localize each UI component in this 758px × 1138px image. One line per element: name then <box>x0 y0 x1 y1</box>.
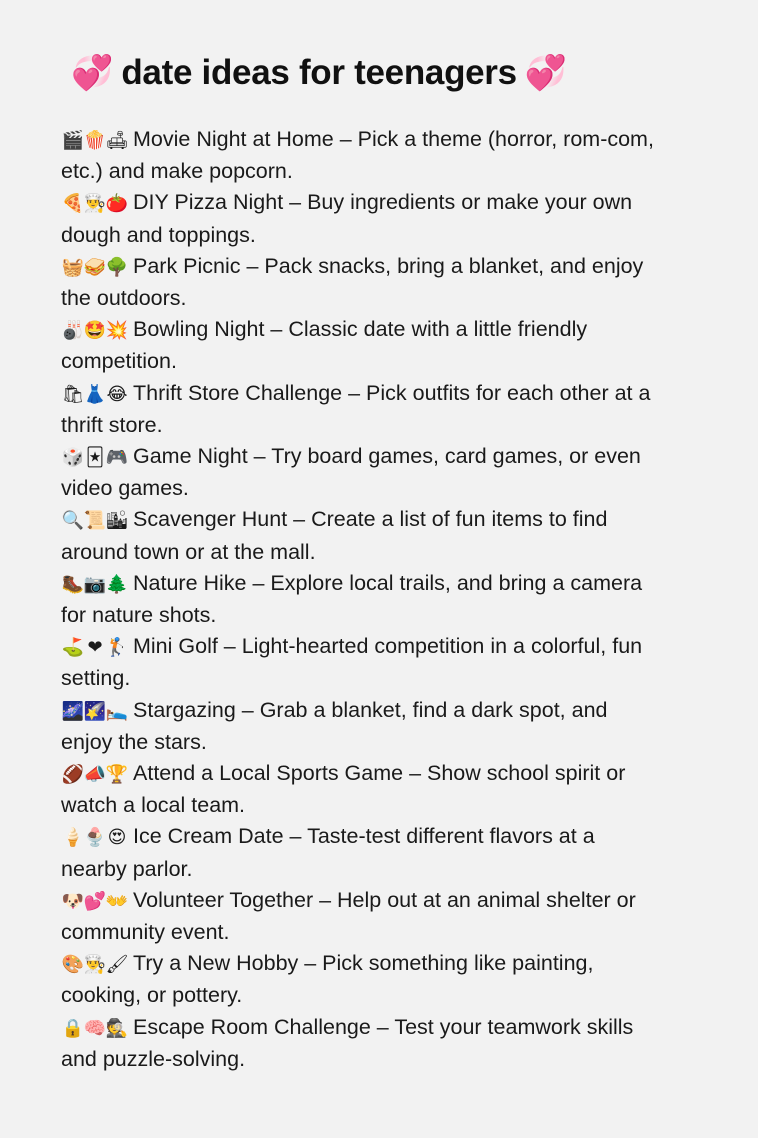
list-item-text: Bowling Night – Classic date with a little friendly competition. <box>61 317 588 374</box>
emoji-icon: 🕵 <box>105 1017 127 1039</box>
list-item <box>61 695 661 758</box>
emoji-group-icon <box>61 315 127 346</box>
emoji-icon: 🏌 <box>105 637 127 659</box>
list-item-text: Movie Night at Home – Pick a theme (horror, rom-com, etc.) and make popcorn. <box>61 127 654 184</box>
list-item <box>61 378 661 441</box>
emoji-icon: 👨‍🍳 <box>83 954 105 976</box>
list-item <box>61 1012 661 1075</box>
list-item-text: Nature Hike – Explore local trails, and bring a camera for nature shots. <box>61 570 643 628</box>
list-item <box>61 631 661 694</box>
emoji-group-icon <box>61 252 127 283</box>
emoji-icon: 🍨 <box>83 827 105 849</box>
emoji-icon: 🥪 <box>83 256 105 278</box>
emoji-icon: 🏈 <box>61 764 83 786</box>
emoji-icon: 😂 <box>106 383 126 405</box>
list-item-text: Mini Golf – Light-hearted competition in a colorful, fun setting. <box>61 634 643 691</box>
emoji-icon: 🧠 <box>83 1017 105 1039</box>
emoji-group-icon <box>61 949 127 980</box>
emoji-icon: 🍕 <box>61 193 83 215</box>
list-item <box>61 441 661 504</box>
list-item <box>61 821 661 884</box>
list-item <box>61 504 661 567</box>
emoji-icon: 🎨 <box>61 954 83 976</box>
list-item <box>61 568 661 631</box>
list-item-text: Game Night – Try board games, card games, or even video games. <box>61 444 641 501</box>
page-title: date ideas for teenagers <box>121 53 517 92</box>
list-item-text: DIY Pizza Night – Buy ingredients or make your own dough and toppings. <box>61 190 633 247</box>
emoji-icon: 🎬 <box>61 130 83 151</box>
emoji-icon: 🍦 <box>61 827 83 849</box>
list-item-text: Escape Room Challenge – Test your teamwork skills and puzzle-solving. <box>61 1014 634 1071</box>
list-item-text: Attend a Local Sports Game – Show school spirit or watch a local team. <box>61 761 626 818</box>
emoji-icon: 🤩 <box>83 320 105 342</box>
emoji-icon: 😍 <box>107 827 125 849</box>
emoji-icon: 🛍 <box>61 383 83 405</box>
list-item-text: Ice Cream Date – Taste-test different flavors at a nearby parlor. <box>61 824 595 881</box>
list-item-text: Volunteer Together – Help out at an animal shelter or community event. <box>61 887 636 945</box>
emoji-icon: 👐 <box>105 890 127 912</box>
emoji-icon: 🛋 <box>105 130 127 151</box>
emoji-icon: 👗 <box>83 383 105 405</box>
emoji-group-icon <box>61 886 127 917</box>
emoji-icon: 🎳 <box>61 320 83 342</box>
emoji-icon: 📜 <box>83 510 105 532</box>
emoji-icon: 🌠 <box>83 700 105 722</box>
emoji-icon: ⛳ <box>61 637 83 659</box>
emoji-icon: 🛌 <box>105 700 127 722</box>
emoji-group-icon <box>61 759 127 790</box>
emoji-group-icon <box>61 379 127 410</box>
emoji-group-icon <box>61 505 127 536</box>
emoji-icon: 🍿 <box>83 130 105 151</box>
list-item-text: Thrift Store Challenge – Pick outfits for each other at a thrift store. <box>61 380 651 437</box>
emoji-group-icon <box>61 696 127 727</box>
emoji-icon: 🧺 <box>61 256 83 278</box>
list-item-text: Stargazing – Grab a blanket, find a dark spot, and enjoy the stars. <box>61 697 608 754</box>
date-ideas-list <box>61 124 718 1075</box>
list-item-text: Park Picnic – Pack snacks, bring a blanket, and enjoy the outdoors. <box>61 253 644 311</box>
emoji-icon: 👨‍🍳 <box>83 193 105 215</box>
emoji-icon: 🌌 <box>61 700 83 722</box>
emoji-group-icon <box>61 188 127 219</box>
list-item-text: Scavenger Hunt – Create a list of fun items to find around town or at the mall. <box>61 507 608 564</box>
emoji-icon: 🔍 <box>61 510 83 532</box>
emoji-group-icon <box>61 442 127 473</box>
emoji-icon: 🍅 <box>105 193 127 215</box>
list-item <box>61 948 661 1011</box>
emoji-icon: 📷 <box>83 573 105 595</box>
list-item <box>61 885 661 948</box>
list-item <box>61 314 661 377</box>
list-item <box>61 187 661 250</box>
emoji-icon: 🎮 <box>105 447 127 469</box>
emoji-icon: 💕 <box>83 890 105 912</box>
emoji-icon: 🌳 <box>105 256 127 278</box>
list-item <box>61 758 661 821</box>
emoji-icon: 🥾 <box>61 573 83 595</box>
list-item-text: Try a New Hobby – Pick something like painting, cooking, or pottery. <box>61 951 594 1008</box>
emoji-group-icon <box>61 569 127 600</box>
emoji-icon: 🏙 <box>105 510 127 532</box>
emoji-icon: 💥 <box>105 320 127 342</box>
emoji-group-icon <box>61 822 127 853</box>
title-row <box>71 48 718 98</box>
emoji-icon: 🌲 <box>105 573 127 595</box>
emoji-icon: 🖌 <box>105 954 127 976</box>
emoji-group-icon <box>61 1013 127 1044</box>
emoji-icon: 📣 <box>83 764 105 786</box>
emoji-icon: 🎲 <box>61 447 83 469</box>
revolving-hearts-icon: 💞 <box>71 53 114 93</box>
list-item <box>61 251 661 314</box>
emoji-icon: ❤ <box>87 637 101 659</box>
revolving-hearts-icon: 💞 <box>524 53 568 93</box>
list-item <box>61 124 661 187</box>
emoji-group-icon <box>61 632 127 663</box>
emoji-icon: 🏆 <box>105 764 127 786</box>
emoji-icon: 🃏 <box>85 447 103 469</box>
emoji-icon: 🔒 <box>61 1017 83 1039</box>
emoji-group-icon <box>61 125 127 156</box>
emoji-icon: 🐶 <box>61 890 83 912</box>
